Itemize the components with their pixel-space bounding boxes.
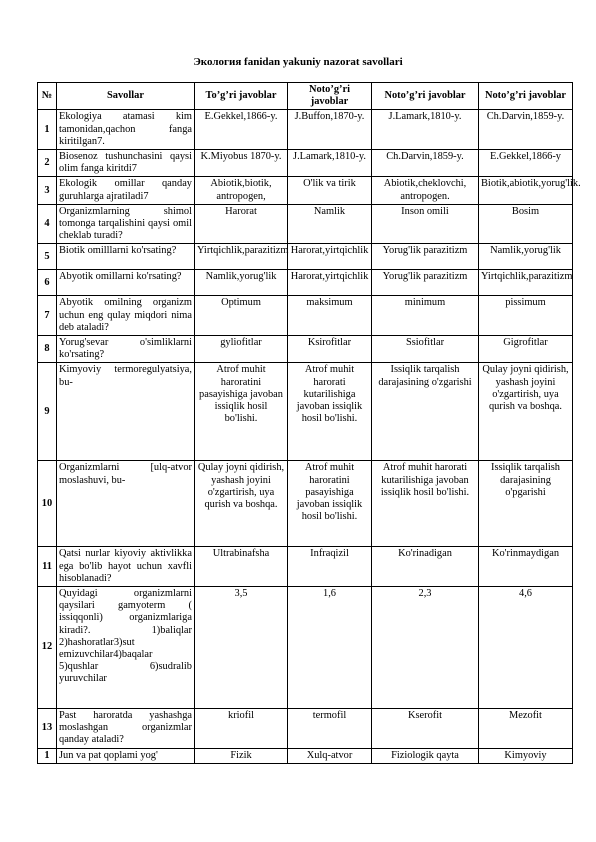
correct-answer: Namlik,yorug'lik — [195, 270, 288, 296]
wrong-answer: Harorat,yirtqichlik — [288, 244, 372, 270]
table-row — [38, 110, 573, 150]
question-text: Ekologiya atamasi kim tamonidan,qachon fanga kiritilgan7. — [57, 110, 195, 150]
wrong-answer: Ch.Darvin,1859-y. — [479, 110, 573, 150]
wrong-answer: maksimum — [288, 296, 372, 336]
wrong-answer: Kimyoviy — [479, 748, 573, 763]
wrong-answer: Atrof muhit harorati kutarilishiga javoban issiqlik hosil bo'lishi. — [372, 461, 479, 547]
correct-answer: E.Gekkel,1866-y. — [195, 110, 288, 150]
table-row — [38, 296, 573, 336]
table-row — [38, 270, 573, 296]
row-number: 6 — [38, 270, 57, 296]
question-text: Yorug'sevar o'simliklarni ko'rsating? — [57, 336, 195, 363]
table-row — [38, 587, 573, 709]
wrong-answer: Namlik — [288, 204, 372, 244]
table-row — [38, 244, 573, 270]
row-number: 1 — [38, 748, 57, 763]
questions-table — [37, 82, 581, 764]
question-text: Jun va pat qoplami yog' — [57, 748, 195, 763]
wrong-answer: Ksirofitlar — [288, 336, 372, 363]
wrong-answer: J.Lamark,1810-y. — [372, 110, 479, 150]
wrong-answer: Qulay joyni qidirish, yashash joyini o'zgartirish, uya qurish va boshqa. — [479, 363, 573, 461]
table-row — [38, 150, 573, 177]
wrong-answer: Ko'rinmaydigan — [479, 547, 573, 587]
wrong-answer: Ch.Darvin,1859-y. — [372, 150, 479, 177]
row-number: 4 — [38, 204, 57, 244]
table-row — [38, 336, 573, 363]
correct-answer: Ultrabinafsha — [195, 547, 288, 587]
question-text: Organizmlarning shimol tomonga tarqalishini qaysi omil cheklab turadi? — [57, 204, 195, 244]
question-text: Kimyoviy termoregulyatsiya, bu- — [57, 363, 195, 461]
correct-answer: Qulay joyni qidirish, yashash joyini o'zgartirish, uya qurish va boshqa. — [195, 461, 288, 547]
wrong-answer: Bosim — [479, 204, 573, 244]
table-row — [38, 363, 573, 461]
question-text: Biotik omilllarni ko'rsating? — [57, 244, 195, 270]
header-question: Savollar — [57, 83, 195, 110]
wrong-answer: Harorat,yirtqichlik — [288, 270, 372, 296]
wrong-answer: Issiqlik tarqalish darajasining o'pgarishi — [479, 461, 573, 547]
header-correct-answer: To’g’ri javoblar — [195, 83, 288, 110]
row-number: 7 — [38, 296, 57, 336]
row-number: 5 — [38, 244, 57, 270]
wrong-answer: Gigrofitlar — [479, 336, 573, 363]
row-number: 9 — [38, 363, 57, 461]
header-wrong-answer-1: Noto’g’ri javoblar — [288, 83, 372, 110]
wrong-answer: Issiqlik tarqalish darajasining o'zgarishi — [372, 363, 479, 461]
row-number: 12 — [38, 587, 57, 709]
wrong-answer: Ssiofitlar — [372, 336, 479, 363]
row-number: 1 — [38, 110, 57, 150]
header-wrong-answer-3: Noto’g’ri javoblar — [479, 83, 573, 110]
table-row — [38, 204, 573, 244]
wrong-answer: Inson omili — [372, 204, 479, 244]
table-row — [38, 709, 573, 749]
wrong-answer: O'lik va tirik — [288, 177, 372, 204]
table-row — [38, 748, 573, 763]
wrong-answer: Biotik,abiotik,yorug'lik. — [479, 177, 573, 204]
wrong-answer: J.Buffon,1870-y. — [288, 110, 372, 150]
table-row — [38, 547, 573, 587]
wrong-answer: Atrof muhit haroratini pasayishiga javoban issiqlik hosil bo'lishi. — [288, 461, 372, 547]
table-row — [38, 177, 573, 204]
question-text: Abyotik omilning organizm uchun eng qulay miqdori nima deb ataladi? — [57, 296, 195, 336]
correct-answer: K.Miyobus 1870-y. — [195, 150, 288, 177]
wrong-answer: Infraqizil — [288, 547, 372, 587]
correct-answer: gyliofitlar — [195, 336, 288, 363]
row-number: 3 — [38, 177, 57, 204]
question-text: Qatsi nurlar kiyoviy aktivlikka ega bo'lib hayot uchun xavfli hisoblanadi? — [57, 547, 195, 587]
question-text: Organizmlarni [ulq-atvor moslashuvi, bu- — [57, 461, 195, 547]
wrong-answer: Fiziologik qayta — [372, 748, 479, 763]
correct-answer: kriofil — [195, 709, 288, 749]
wrong-answer: 1,6 — [288, 587, 372, 709]
wrong-answer: Mezofit — [479, 709, 573, 749]
wrong-answer: Abiotik,cheklovchi, antropogen. — [372, 177, 479, 204]
wrong-answer: Xulq-atvor — [288, 748, 372, 763]
wrong-answer: Namlik,yorug'lik — [479, 244, 573, 270]
question-text: Biosenoz tushunchasini qaysi olim fanga kiritdi7 — [57, 150, 195, 177]
header-number: № — [38, 83, 57, 110]
header-row — [38, 83, 573, 110]
wrong-answer: Atrof muhit harorati kutarilishiga javoban issiqlik hosil bo'lishi. — [288, 363, 372, 461]
row-number: 10 — [38, 461, 57, 547]
wrong-answer: 2,3 — [372, 587, 479, 709]
wrong-answer: 4,6 — [479, 587, 573, 709]
wrong-answer: E.Gekkel,1866-y — [479, 150, 573, 177]
wrong-answer: Ko'rinadigan — [372, 547, 479, 587]
correct-answer: Yirtqichlik,parazitizm — [195, 244, 288, 270]
row-number: 11 — [38, 547, 57, 587]
question-text: Abyotik omillarni ko'rsating? — [57, 270, 195, 296]
row-number: 8 — [38, 336, 57, 363]
question-text: Past haroratda yashashga moslashgan organizmlar qanday ataladi? — [57, 709, 195, 749]
question-text: Ekologik omillar qanday guruhlarga ajratiladi7 — [57, 177, 195, 204]
wrong-answer: pissimum — [479, 296, 573, 336]
correct-answer: Optimum — [195, 296, 288, 336]
wrong-answer: Yorug'lik parazitizm — [372, 244, 479, 270]
correct-answer: Fizik — [195, 748, 288, 763]
question-text: Quyidagi organizmlarni qaysilari gamyoterm ( issiqqonli) organizmlariga kiradi?. 1)baliqlar 2)hashoratlar3)sut emizuvchilar4)baqalar 5)qushlar 6)sudralib yuruvchilar — [57, 587, 195, 709]
wrong-answer: termofil — [288, 709, 372, 749]
wrong-answer: minimum — [372, 296, 479, 336]
wrong-answer: Yorug'lik parazitizm — [372, 270, 479, 296]
correct-answer: Harorat — [195, 204, 288, 244]
correct-answer: Atrof muhit haroratini pasayishiga javoban issiqlik hosil bo'lishi. — [195, 363, 288, 461]
table-row — [38, 461, 573, 547]
header-wrong-answer-2: Noto’g’ri javoblar — [372, 83, 479, 110]
correct-answer: Abiotik,biotik, antropogen, — [195, 177, 288, 204]
correct-answer: 3,5 — [195, 587, 288, 709]
row-number: 13 — [38, 709, 57, 749]
wrong-answer: Kserofit — [372, 709, 479, 749]
page-title: Экология fanidan yakuniy nazorat savollari — [193, 56, 403, 68]
wrong-answer: Yirtqichlik,parazitizm — [479, 270, 573, 296]
row-number: 2 — [38, 150, 57, 177]
wrong-answer: J.Lamark,1810-y. — [288, 150, 372, 177]
